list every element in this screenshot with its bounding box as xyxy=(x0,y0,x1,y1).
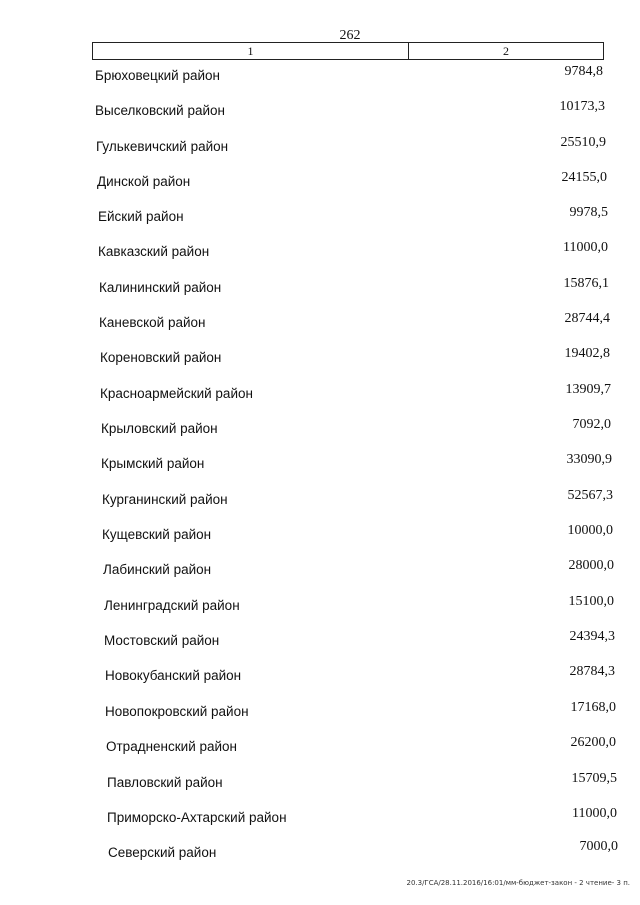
table-row xyxy=(0,135,640,155)
district-value: 33090,9 xyxy=(566,452,612,467)
district-name: Новокубанский район xyxy=(105,668,242,683)
district-value: 25510,9 xyxy=(560,135,606,150)
district-value: 19402,8 xyxy=(564,346,610,361)
district-name: Новопокровский район xyxy=(105,704,249,719)
district-value: 7000,0 xyxy=(579,839,618,854)
table-row xyxy=(0,700,640,720)
footer-note: 20.3/ГСА/28.11.2016/16:01/мм-бюджет-закон - 2 чтение- 3 п. xyxy=(406,879,630,887)
page-number: 262 xyxy=(339,28,361,43)
table-row xyxy=(0,523,640,543)
district-value: 15876,1 xyxy=(563,276,609,291)
district-value: 11000,0 xyxy=(572,806,617,821)
table-row xyxy=(0,735,640,755)
district-name: Кореновский район xyxy=(100,350,222,365)
district-value: 24155,0 xyxy=(561,170,607,185)
district-name: Гулькевичский район xyxy=(96,139,229,154)
table-row xyxy=(0,205,640,225)
district-value: 28744,4 xyxy=(564,311,610,326)
district-value: 11000,0 xyxy=(563,240,608,255)
district-name: Крымский район xyxy=(101,456,205,471)
district-name: Калининский район xyxy=(99,280,222,295)
district-value: 7092,0 xyxy=(572,417,611,432)
district-value: 10173,3 xyxy=(559,99,605,114)
district-name: Каневской район xyxy=(99,315,206,330)
district-value: 9784,8 xyxy=(564,64,603,79)
district-value: 24394,3 xyxy=(569,629,615,644)
table-row xyxy=(0,64,640,84)
table-header xyxy=(92,42,604,60)
district-value: 9978,5 xyxy=(569,205,608,220)
district-name: Красноармейский район xyxy=(100,386,253,401)
district-value: 15709,5 xyxy=(571,771,617,786)
district-name: Брюховецкий район xyxy=(95,68,220,83)
table-row xyxy=(0,594,640,614)
district-value: 10000,0 xyxy=(567,523,613,538)
district-name: Павловский район xyxy=(107,775,223,790)
table-row xyxy=(0,346,640,366)
table-row xyxy=(0,311,640,331)
district-name: Приморско-Ахтарский район xyxy=(107,810,287,825)
table-row xyxy=(0,170,640,190)
district-name: Отрадненский район xyxy=(106,739,238,754)
district-value: 26200,0 xyxy=(570,735,616,750)
table-row xyxy=(0,99,640,119)
table-row xyxy=(0,558,640,578)
district-value: 28784,3 xyxy=(569,664,615,679)
table-row xyxy=(0,488,640,508)
district-value: 28000,0 xyxy=(568,558,614,573)
district-name: Мостовский район xyxy=(104,633,220,648)
district-name: Северский район xyxy=(108,845,217,860)
district-value: 13909,7 xyxy=(565,382,611,397)
district-name: Кущевский район xyxy=(102,527,212,542)
table-row xyxy=(0,240,640,260)
table-row xyxy=(0,839,640,859)
district-value: 15100,0 xyxy=(568,594,614,609)
district-name: Выселковский район xyxy=(95,103,225,118)
column-header-2: 2 xyxy=(503,44,509,58)
district-name: Крыловский район xyxy=(101,421,218,436)
table-row xyxy=(0,452,640,472)
column-header-1: 1 xyxy=(93,43,409,59)
table-row xyxy=(0,771,640,791)
table-row xyxy=(0,629,640,649)
district-value: 17168,0 xyxy=(570,700,616,715)
district-name: Ейский район xyxy=(98,209,184,224)
district-name: Кавказский район xyxy=(98,244,210,259)
table-row xyxy=(0,664,640,684)
district-name: Курганинский район xyxy=(102,492,228,507)
table-row xyxy=(0,806,640,826)
district-name: Динской район xyxy=(97,174,191,189)
table-row xyxy=(0,382,640,402)
district-value: 52567,3 xyxy=(567,488,613,503)
table-row xyxy=(0,276,640,296)
district-name: Лабинский район xyxy=(103,562,212,577)
table-row xyxy=(0,417,640,437)
district-name: Ленинградский район xyxy=(104,598,240,613)
